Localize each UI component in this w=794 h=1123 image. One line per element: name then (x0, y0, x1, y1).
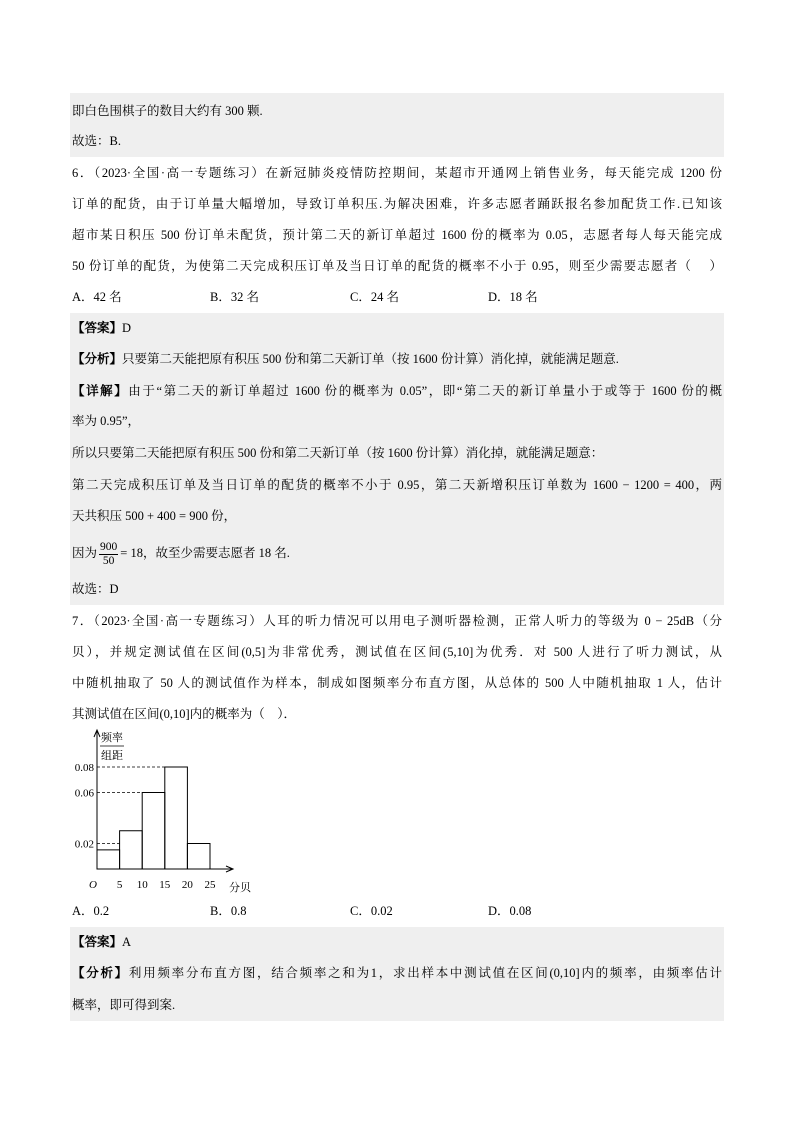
q6-detail-line: 所以只要第二天能把原有积压 500 份和第二天新订单（按 1600 份计算）消化掉，就能满足题意： (72, 446, 604, 460)
y-axis-label-numerator: 频率 (101, 732, 123, 744)
q6-detail-line: 率为 0.95”， (72, 414, 141, 428)
q6-calculation (72, 538, 722, 568)
q6-stem-line: 6．（2023·全国·高一专题练习）在新冠肺炎疫情防控期间，某超市开通网上销售业务，每天能完成 1200 份 (72, 166, 722, 180)
q6-stem-line: 超市某日积压 500 份订单未配货，预计第二天的新订单超过 1600 份的概率为 0.05，志愿者每人每天能完成 (72, 228, 722, 242)
q7-option-d: D．0.08 (488, 904, 532, 918)
answer-value: A (122, 935, 132, 949)
q6-stem-line: 50 份订单的配货，为使第二天完成积压订单及当日订单的配货的概率不小于 0.95，则至少需要志愿者（ ） (72, 259, 722, 273)
q6-option-a: A．42 名 (72, 290, 122, 304)
calc-suffix: = 18，故至少需要志愿者 18 名. (120, 546, 290, 560)
x-tick-label: 10 (136, 879, 148, 891)
q7-stem-line: 中随机抽取了 50 人的测试值作为样本，制成如图频率分布直方图，从总体的 500 人中随机抽取 1 人，估计 (72, 676, 722, 690)
histogram-bar (97, 850, 120, 869)
answer-value: D (122, 321, 132, 335)
q7-stem-line: 其测试值在区间(0,10]内的概率为（ ）． (72, 707, 296, 721)
y-tick-label: 0.02 (74, 838, 94, 851)
x-tick-label: 25 (204, 879, 216, 891)
q6-answer (72, 318, 722, 338)
q7-analysis-line: 概率，即可得到案. (72, 998, 176, 1012)
q6-option-b: B．32 名 (210, 290, 259, 304)
y-tick-label: 0.08 (74, 762, 94, 774)
q7-stem-line: 7．（2023·全国·高一专题练习）人耳的听力情况可以用电子测听器检测，正常人听力的等级为 0 − 25dB（分 (72, 614, 722, 628)
detail-label: 【详解】 (72, 384, 129, 398)
x-tick-label: 15 (159, 879, 171, 891)
histogram (60, 725, 260, 900)
q7-answer (72, 932, 722, 952)
x-axis-label: 分贝 (229, 882, 251, 894)
answer-label: 【答案】 (72, 321, 123, 335)
q7-option-c: C．0.02 (350, 904, 393, 918)
histogram-bar (120, 831, 143, 869)
x-tick-label: 5 (116, 879, 123, 891)
q6-choice: 故选：D (72, 582, 119, 596)
prev-conclusion: 即白色围棋子的数目大约有 300 颗. (72, 104, 263, 118)
detail-text: 由于“第二天的新订单超过 1600 份的概率为 0.05”，即“第二天的新订单量小于或等于 1600 份的概 (128, 384, 722, 398)
y-tick-label: 0.06 (74, 787, 94, 800)
fraction-numerator: 900 (100, 540, 118, 553)
answer-label: 【答案】 (72, 935, 123, 949)
fraction-denominator: 50 (102, 554, 115, 567)
origin-label: O (89, 879, 97, 891)
analysis-text: 利用频率分布直方图，结合频率之和为1，求出样本中测试值在区间(0,10]内的频率，由频率估计 (128, 966, 722, 980)
q7-option-b: B．0.8 (210, 904, 247, 918)
histogram-bar (165, 767, 188, 869)
q6-option-c: C．24 名 (350, 290, 399, 304)
histogram-bar (142, 793, 165, 870)
q6-detail-line: 第二天完成积压订单及当日订单的配货的概率不小于 0.95，第二天新增积压订单数为 1600 − 1200 = 400，两 (72, 478, 722, 492)
q7-option-a: A．0.2 (72, 904, 110, 918)
q6-detail-line (72, 381, 722, 401)
q6-option-d: D．18 名 (488, 290, 538, 304)
prev-choice: 故选：B. (72, 134, 121, 148)
q6-analysis (72, 349, 722, 369)
fraction (99, 541, 118, 568)
q7-analysis-line (72, 963, 722, 983)
analysis-label: 【分析】 (72, 352, 123, 366)
q6-stem-line: 订单的配货，由于订单量大幅增加，导致订单积压.为解决困难，许多志愿者踊跃报名参加配货工作.已知该 (72, 197, 722, 211)
calc-prefix: 因为 (72, 546, 98, 560)
analysis-text: 只要第二天能把原有积压 500 份和第二天新订单（按 1600 份计算）消化掉，就能满足题意. (122, 352, 619, 366)
q6-detail-line: 天共积压 500 + 400 = 900 份， (72, 509, 237, 523)
x-tick-label: 20 (181, 879, 193, 891)
q7-stem-line: 贝），并规定测试值在区间(0,5]为非常优秀，测试值在区间(5,10]为优秀．对 500 人进行了听力测试，从 (72, 645, 722, 659)
histogram-bar (187, 844, 210, 870)
analysis-label: 【分析】 (72, 966, 129, 980)
y-axis-label-denominator: 组距 (101, 750, 123, 762)
